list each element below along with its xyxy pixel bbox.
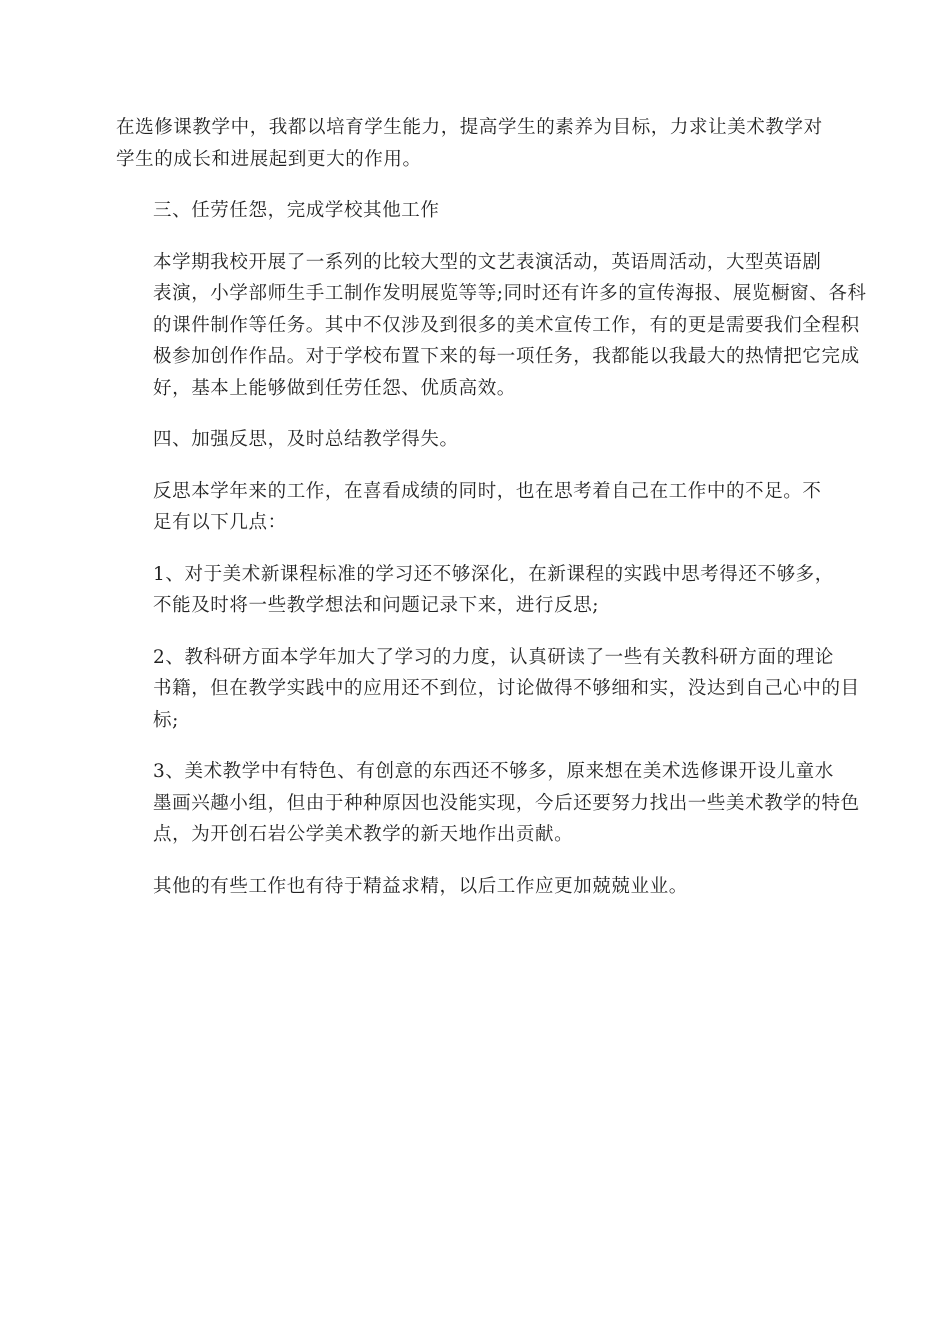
text-line: 书籍，但在教学实践中的应用还不到位，讨论做得不够细和实，没达到自己心中的目	[153, 678, 860, 699]
text-line: 标;	[153, 709, 179, 731]
text-line: 极参加创作作品。对于学校布置下来的每一项任务，我都能以我最大的热情把它完成	[153, 346, 860, 367]
text-line: 反思本学年来的工作，在喜看成绩的同时，也在思考着自己在工作中的不足。不	[153, 480, 822, 502]
text-line: 3、美术教学中有特色、有创意的东西还不够多，原来想在美术选修课开设儿童水	[153, 761, 834, 782]
list-item-1	[116, 559, 836, 622]
list-item-3	[116, 756, 860, 851]
paragraph-elective-course	[116, 112, 836, 175]
paragraph-reflection	[116, 476, 836, 539]
section-heading-three	[116, 195, 836, 227]
text-line: 1、对于美术新课程标准的学习还不够深化，在新课程的实践中思考得还不够多，	[153, 563, 834, 585]
paragraph-school-activities	[116, 247, 867, 405]
list-item-2	[116, 642, 860, 737]
text-line: 学生的成长和进展起到更大的作用。	[116, 148, 422, 170]
text-line: 其他的有些工作也有待于精益求精，以后工作应更加兢兢业业。	[153, 875, 688, 897]
text-line: 好，基本上能够做到任劳任怨、优质高效。	[153, 377, 516, 399]
text-line: 不能及时将一些教学想法和问题记录下来，进行反思;	[153, 595, 600, 616]
text-line: 本学期我校开展了一系列的比较大型的文艺表演活动，英语周活动，大型英语剧	[153, 251, 822, 273]
text-line: 在选修课教学中，我都以培育学生能力，提高学生的素养为目标，力求让美术教学对	[116, 117, 823, 138]
text-line: 墨画兴趣小组，但由于种种原因也没能实现，今后还要努力找出一些美术教学的特色	[153, 792, 860, 814]
paragraph-closing	[116, 871, 836, 903]
section-heading-text: 三、任劳任怨，完成学校其他工作	[153, 200, 440, 221]
text-line: 的课件制作等任务。其中不仅涉及到很多的美术宣传工作，有的更是需要我们全程积	[153, 314, 860, 336]
section-heading-text: 四、加强反思，及时总结教学得失。	[153, 429, 459, 450]
text-line: 足有以下几点：	[153, 512, 287, 533]
text-line: 表演，小学部师生手工制作发明展览等等;同时还有许多的宣传海报、展览橱窗、各科	[153, 283, 867, 304]
document-body	[116, 112, 867, 922]
section-heading-four	[116, 424, 836, 456]
text-line: 2、教科研方面本学年加大了学习的力度，认真研读了一些有关教科研方面的理论	[153, 646, 834, 668]
text-line: 点，为开创石岩公学美术教学的新天地作出贡献。	[153, 824, 574, 845]
